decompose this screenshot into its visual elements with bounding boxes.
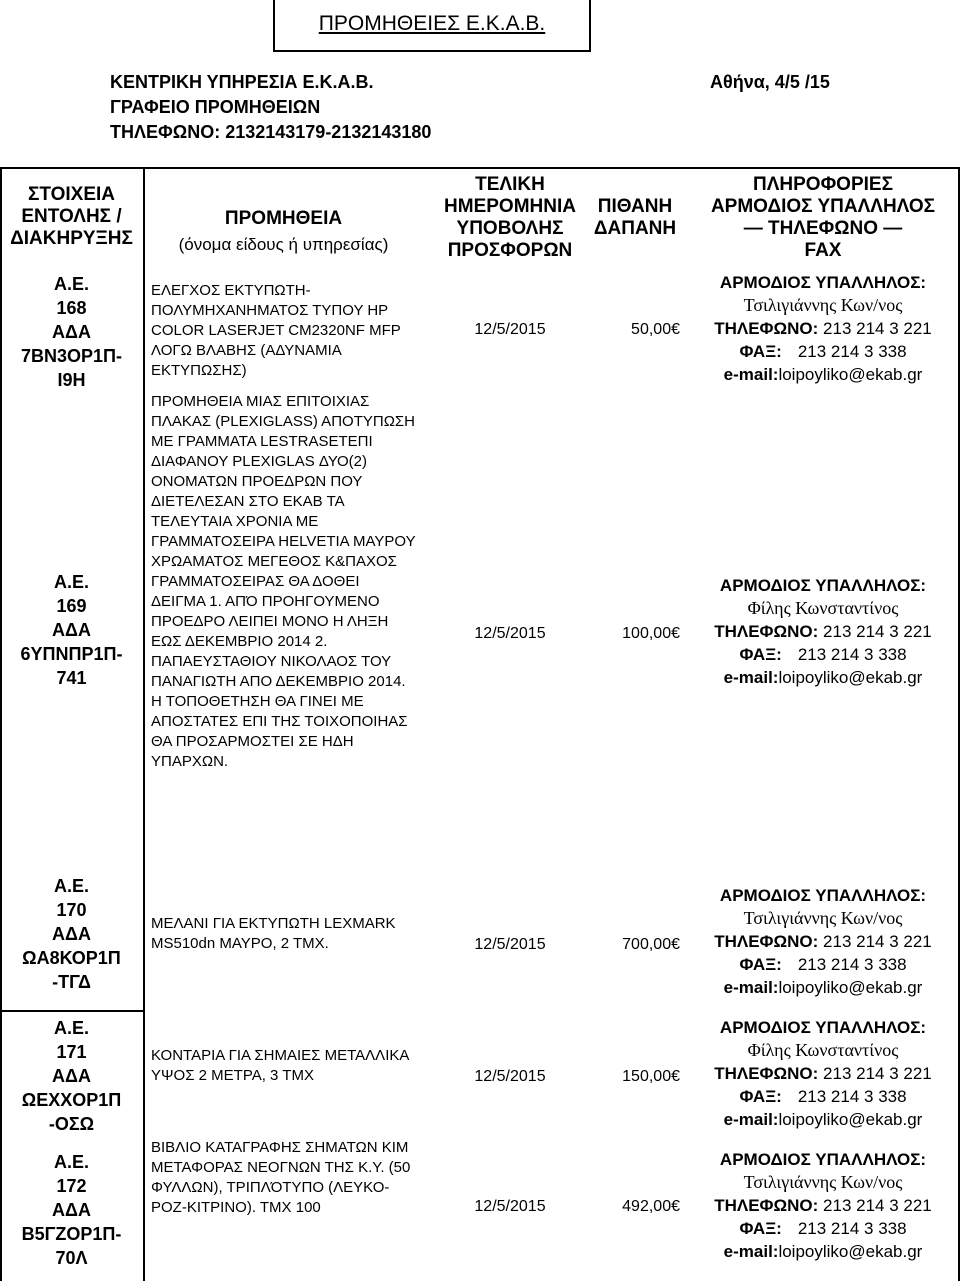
fax-value: 213 214 3 338 xyxy=(797,645,907,664)
column-header-contact-line: ΠΛΗΡΟΦΟΡΙΕΣ xyxy=(753,174,893,195)
row-cost xyxy=(580,936,680,954)
row-id-line: ΑΔΑ xyxy=(52,1200,91,1220)
phone-label: ΤΗΛΕΦΩΝΟ: xyxy=(714,622,819,641)
row-contact xyxy=(686,1016,960,1131)
row-deadline: 12/5/2015 xyxy=(474,1068,546,1085)
row-id-line: ΩΑ8ΚΟΡ1Π xyxy=(22,948,121,968)
fax-label: ΦΑΞ: xyxy=(739,1219,782,1238)
contact-email[interactable] xyxy=(686,1108,960,1131)
row-id-line: 168 xyxy=(56,298,87,318)
euro-icon: € xyxy=(671,625,680,642)
column-header-deadline-line: ΗΜΕΡΟΜΗΝΙΑ xyxy=(444,196,576,217)
phone-value: 213 214 3 221 xyxy=(823,622,932,641)
row-id-line: 171 xyxy=(56,1042,87,1062)
column-header-cost-line: ΔΑΠΑΝΗ xyxy=(593,218,677,239)
fax-label: ΦΑΞ: xyxy=(739,1087,782,1106)
row-id-line: ΑΔΑ xyxy=(52,620,91,640)
row-id-line: ΑΔΑ xyxy=(52,322,91,342)
row-divider xyxy=(0,1010,143,1012)
row-cost xyxy=(580,1198,680,1216)
row-id-line: ΩΕΧΧΟΡ1Π xyxy=(21,1090,122,1110)
row-description: ΠΡΟΜΗΘΕΙΑ ΜΙΑΣ ΕΠΙΤΟΙΧΙΑΣ ΠΛΑΚΑΣ (PLEXIGLASS) ΑΠΟΤΥΠΩΣΗ ΜΕ ΓΡΑΜΜΑΤΑ LESTRASETΕΠΙ ΔΙΑΦΑΝΟΥ PLEXIGLAS ΔΥΟ(2) ΟΝΟΜΑΤΩΝ ΠΡΟΕΔΡΩΝ ΠΟΥ ΔΙΕΤΕΛΕΣΑΝ ΣΤΟ ΕΚΑΒ ΤΑ ΤΕΛΕΥΤΑΙΑ ΧΡΟΝΙΑ ΜΕ ΓΡΑΜΜΑΤΟΣΕΙΡΑ HELVETIA ΜΑΥΡΟΥ ΧΡΩΑΜΑΤΟΣ ΜΕΓΕΘΟΣ Κ&ΠΑΧΟΣ ΓΡΑΜΜΑΤΟΣΕΙΡΑΣ ΘΑ ΔΟΘΕΙ ΔΕΙΓΜΑ 1. ΑΠΌ ΠΡΟΗΓΟΥΜΕΝΟ ΠΡΟΕΔΡΟ ΛΕΙΠΕΙ ΜΟΝΟ Η ΛΗΞΗ ΕΩΣ ΔΕΚΕΜΒΡΙΟ 2014 2. ΠΑΠΑΕΥΣΤΑΘΙΟΥ ΝΙΚΟΛΑΟΣ ΤΟΥ ΠΑΝΑΓΙΩΤΗ ΑΠΟ ΔΕΚΕΜΒΡΙΟ 2014. Η ΤΟΠΟΘΕΤΗΣΗ ΘΑ ΓΙΝΕΙ ΜΕ ΑΠΟΣΤΑΤΕΣ ΕΠΙ ΤΗΣ ΤΟΙΧΟΠΟΙΗΑΣ ΘΑ ΠΡΟΣΑΡΜΟΣΤΕΙ ΣΕ ΗΔΗ ΥΠΑΡΧΩΝ. xyxy=(151,393,416,770)
column-header-deadline-line: ΠΡΟΣΦΟΡΩΝ xyxy=(447,240,573,261)
email-label: e-mail: xyxy=(723,365,779,384)
contact-email[interactable] xyxy=(686,666,960,689)
row-cost xyxy=(580,321,680,339)
contact-phone xyxy=(686,1194,960,1217)
fax-label: ΦΑΞ: xyxy=(739,342,782,361)
phone-label: ΤΗΛΕΦΩΝΟ: xyxy=(714,319,819,338)
row-id-line: 741 xyxy=(56,668,87,688)
page-title xyxy=(273,0,591,52)
contact-phone xyxy=(686,1062,960,1085)
column-header-item-subtitle: (όνομα είδους ή υπηρεσίας) xyxy=(178,235,389,254)
fax-value: 213 214 3 338 xyxy=(797,1219,907,1238)
contact-email[interactable] xyxy=(686,976,960,999)
header-office: ΓΡΑΦΕΙΟ ΠΡΟΜΗΘΕΙΩΝ xyxy=(110,97,321,117)
contact-role: ΑΡΜΟΔΙΟΣ ΥΠΑΛΛΗΛΟΣ: xyxy=(719,273,927,292)
row-deadline: 12/5/2015 xyxy=(474,936,546,953)
row-id-cell xyxy=(0,874,143,994)
contact-name: Φίλης Κωνσταντίνος xyxy=(747,1040,899,1060)
contact-phone xyxy=(686,317,960,340)
column-header-contact-line: ΑΡΜΟΔΙΟΣ ΥΠΑΛΛΗΛΟΣ xyxy=(710,196,936,217)
euro-icon: € xyxy=(671,321,680,338)
contact-fax xyxy=(686,1085,960,1108)
contact-role: ΑΡΜΟΔΙΟΣ ΥΠΑΛΛΗΛΟΣ: xyxy=(719,1150,927,1169)
column-header-item xyxy=(151,208,416,256)
row-cost-value: 50,00 xyxy=(631,321,672,338)
fax-label: ΦΑΞ: xyxy=(739,955,782,974)
fax-value: 213 214 3 338 xyxy=(797,955,907,974)
row-id-line: Β5ΓΖΟΡ1Π- xyxy=(21,1224,122,1244)
euro-icon: € xyxy=(671,1198,680,1215)
phone-value: 213 214 3 221 xyxy=(823,319,932,338)
row-deadline: 12/5/2015 xyxy=(474,321,546,338)
contact-phone xyxy=(686,620,960,643)
contact-role: ΑΡΜΟΔΙΟΣ ΥΠΑΛΛΗΛΟΣ: xyxy=(719,576,927,595)
row-id-cell xyxy=(0,272,143,392)
row-id-line: ΑΔΑ xyxy=(52,1066,91,1086)
column-header-id-line: ΔΙΑΚΗΡΥΞΗΣ xyxy=(10,228,133,249)
email-value: loipoyliko@ekab.gr xyxy=(778,365,923,384)
contact-name: Τσιλιγιάννης Κων/νος xyxy=(743,908,903,928)
column-header-phone-word: ΤΗΛΕΦΩΝΟ xyxy=(767,218,878,239)
phone-label: ΤΗΛΕΦΩΝΟ: xyxy=(714,1064,819,1083)
column-header-deadline-line: ΤΕΛΙΚΗ xyxy=(475,174,545,195)
email-label: e-mail: xyxy=(723,668,779,687)
row-id-line: 6ΥΠΝΠΡ1Π- xyxy=(20,644,123,664)
header-service: ΚΕΝΤΡΙΚΗ ΥΠΗΡΕΣΙΑ Ε.Κ.Α.Β. xyxy=(110,72,374,92)
phone-label: ΤΗΛΕΦΩΝΟ: xyxy=(714,932,819,951)
row-cost-value: 700,00 xyxy=(622,936,672,953)
row-id-line: Α.Ε. xyxy=(53,572,89,592)
row-cost xyxy=(580,1068,680,1086)
row-id-line: 169 xyxy=(56,596,87,616)
column-header-item-title: ΠΡΟΜΗΘΕΙΑ xyxy=(224,208,343,229)
row-description: ΜΕΛΑΝΙ ΓΙΑ ΕΚΤΥΠΩΤΗ LEXMARK MS510dn ΜΑΥΡΟ, 2 ΤΜΧ. xyxy=(151,915,396,952)
column-header-contact xyxy=(686,174,960,262)
column-header-cost-line: ΠΙΘΑΝΗ xyxy=(597,196,673,217)
column-header-deadline-line: ΥΠΟΒΟΛΗΣ xyxy=(456,218,564,239)
contact-fax xyxy=(686,340,960,363)
contact-name: Φίλης Κωνσταντίνος xyxy=(747,598,899,618)
page-title-text: ΠΡΟΜΗΘΕΙΕΣ Ε.Κ.Α.Β. xyxy=(318,12,546,35)
row-id-line: -ΟΣΩ xyxy=(48,1114,95,1134)
column-header-contact-line: — ΤΗΛΕΦΩΝΟ — xyxy=(743,218,903,239)
email-label: e-mail: xyxy=(723,978,779,997)
phone-value: 213 214 3 221 xyxy=(823,932,932,951)
contact-fax xyxy=(686,953,960,976)
row-id-line: -ΤΓΔ xyxy=(52,972,91,992)
contact-name: Τσιλιγιάννης Κων/νος xyxy=(743,295,903,315)
row-cost-value: 492,00 xyxy=(622,1198,672,1215)
header-phone: ΤΗΛΕΦΩΝΟ: 2132143179-2132143180 xyxy=(110,122,432,142)
contact-email[interactable] xyxy=(686,363,960,386)
column-divider xyxy=(143,167,145,1281)
row-id-cell xyxy=(0,1016,143,1136)
row-deadline: 12/5/2015 xyxy=(474,1198,546,1215)
contact-role: ΑΡΜΟΔΙΟΣ ΥΠΑΛΛΗΛΟΣ: xyxy=(719,1018,927,1037)
row-id-line: Α.Ε. xyxy=(53,876,89,896)
email-value: loipoyliko@ekab.gr xyxy=(778,978,923,997)
fax-label: ΦΑΞ: xyxy=(739,645,782,664)
row-contact xyxy=(686,1148,960,1263)
row-id-line: 170 xyxy=(56,900,87,920)
email-value: loipoyliko@ekab.gr xyxy=(778,1242,923,1261)
email-label: e-mail: xyxy=(723,1110,779,1129)
row-id-line: 172 xyxy=(56,1176,87,1196)
phone-value: 213 214 3 221 xyxy=(823,1064,932,1083)
row-contact xyxy=(686,884,960,999)
contact-fax xyxy=(686,1217,960,1240)
row-contact xyxy=(686,574,960,689)
row-cost-value: 150,00 xyxy=(622,1068,672,1085)
contact-fax xyxy=(686,643,960,666)
fax-value: 213 214 3 338 xyxy=(797,1087,907,1106)
email-value: loipoyliko@ekab.gr xyxy=(778,668,923,687)
euro-icon: € xyxy=(671,936,680,953)
column-header-id-line: ΕΝΤΟΛΗΣ / xyxy=(21,206,122,227)
row-description: ΚΟΝΤΑΡΙΑ ΓΙΑ ΣΗΜΑΙΕΣ ΜΕΤΑΛΛΙΚΑ ΥΨΟΣ 2 ΜΕΤΡΑ, 3 ΤΜΧ xyxy=(151,1047,409,1084)
row-id-line: Α.Ε. xyxy=(53,1152,89,1172)
contact-name: Τσιλιγιάννης Κων/νος xyxy=(743,1172,903,1192)
row-id-line: 70Λ xyxy=(55,1248,88,1268)
row-id-cell xyxy=(0,570,143,690)
column-header-contact-line: FAX xyxy=(804,240,842,261)
contact-role: ΑΡΜΟΔΙΟΣ ΥΠΑΛΛΗΛΟΣ: xyxy=(719,886,927,905)
phone-label: ΤΗΛΕΦΩΝΟ: xyxy=(714,1196,819,1215)
row-deadline: 12/5/2015 xyxy=(474,625,546,642)
column-header-deadline xyxy=(428,174,592,262)
row-id-line: Α.Ε. xyxy=(53,1018,89,1038)
contact-email[interactable] xyxy=(686,1240,960,1263)
fax-value: 213 214 3 338 xyxy=(797,342,907,361)
row-id-line: Ι9Η xyxy=(57,370,86,390)
euro-icon: € xyxy=(671,1068,680,1085)
row-id-line: Α.Ε. xyxy=(53,274,89,294)
row-id-line: ΑΔΑ xyxy=(52,924,91,944)
header-date: Αθήνα, 4/5 /15 xyxy=(710,72,830,92)
row-cost xyxy=(580,625,680,643)
row-description: ΒΙΒΛΙΟ ΚΑΤΑΓΡΑΦΗΣ ΣΗΜΑΤΩΝ ΚΙΜ ΜΕΤΑΦΟΡΑΣ ΝΕΟΓΝΩΝ ΤΗΣ Κ.Υ. (50 ΦΥΛΛΩΝ), ΤΡΙΠΛΌΤΥΠΟ (ΛΕΥΚΟ-ΡΟΖ-ΚΙΤΡΙΝΟ). ΤΜΧ 100 xyxy=(151,1139,411,1216)
row-cost-value: 100,00 xyxy=(622,625,672,642)
email-value: loipoyliko@ekab.gr xyxy=(778,1110,923,1129)
column-header-id-line: ΣΤΟΙΧΕΙΑ xyxy=(27,184,116,205)
row-contact xyxy=(686,271,960,386)
phone-value: 213 214 3 221 xyxy=(823,1196,932,1215)
column-header-cost xyxy=(580,196,690,240)
email-label: e-mail: xyxy=(723,1242,779,1261)
row-id-cell xyxy=(0,1150,143,1270)
contact-phone xyxy=(686,930,960,953)
row-description: ΕΛΕΓΧΟΣ ΕΚΤΥΠΩΤΗ-ΠΟΛΥΜΗΧΑΝΗΜΑΤΟΣ ΤΥΠΟΥ HP COLOR LASERJET CM2320NF MFP ΛΟΓΩ ΒΛΑΒΗΣ (ΑΔΥΝΑΜΙΑ ΕΚΤΥΠΩΣΗΣ) xyxy=(151,282,401,379)
column-header-id xyxy=(0,184,143,250)
row-id-line: 7ΒΝ3ΟΡ1Π- xyxy=(20,346,123,366)
